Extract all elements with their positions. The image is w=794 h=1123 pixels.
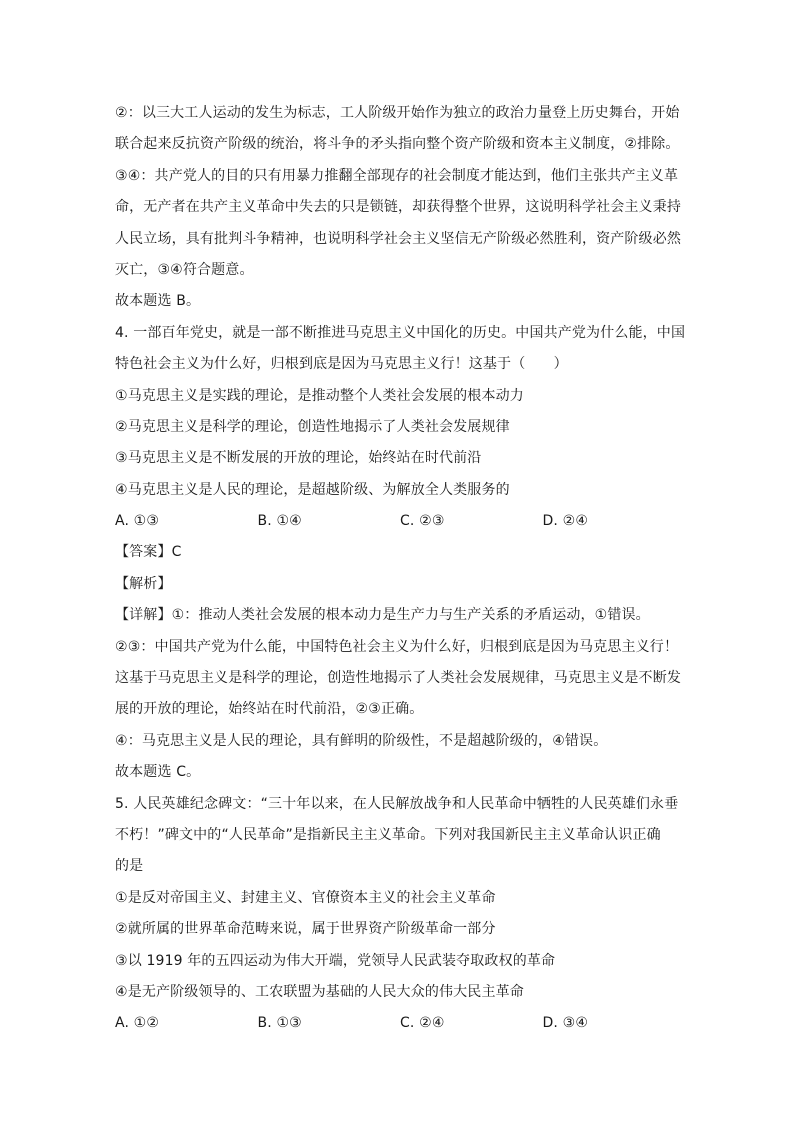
question-4-stem: 4. 一部百年党史，就是一部不断推进马克思主义中国化的历史。中国共产党为什么能，中国 [115, 324, 686, 341]
text-line: 命，无产者在共产主义革命中失去的只是锁链，却获得整个世界，这说明科学社会主义秉持 [115, 199, 681, 216]
option-b: B. ①④ [257, 513, 302, 530]
question-5-statement: ①是反对帝国主义、封建主义、官僚资本主义的社会主义革命 [115, 889, 496, 906]
question-5-stem: 的是 [115, 858, 144, 875]
question-5-stem: 不朽！”碑文中的“人民革命”是指新民主主义革命。下列对我国新民主主义革命认识正确 [115, 826, 661, 843]
text-line: 人民立场，具有批判斗争精神，也说明科学社会主义坚信无产阶级必然胜利，资产阶级必然 [115, 230, 681, 247]
option-a: A. ①③ [115, 513, 160, 530]
analysis-label: 【解析】 [115, 575, 172, 592]
question-5-options [115, 1008, 685, 1039]
question-4-statement: ④马克思主义是人民的理论，是超越阶级、为解放全人类服务的 [115, 481, 510, 498]
explanation-line: 这基于马克思主义是科学的理论，创造性地揭示了人类社会发展规律，马克思主义是不断发 [115, 670, 681, 687]
question-4-statement: ③马克思主义是不断发展的开放的理论，始终站在时代前沿 [115, 450, 482, 467]
answer-conclusion: 故本题选 B。 [115, 293, 201, 310]
text-line: ③④：共产党人的目的只有用暴力推翻全部现存的社会制度才能达到，他们主张共产主义革 [115, 167, 679, 184]
question-5-statement: ②就所属的世界革命范畴来说，属于世界资产阶级革命一部分 [115, 921, 496, 938]
question-4-stem: 特色社会主义为什么好，归根到底是因为马克思主义行！这基于（ ） [115, 356, 568, 373]
page-content [115, 98, 685, 1040]
answer-conclusion: 故本题选 C。 [115, 764, 201, 781]
question-5-statement: ③以 1919 年的五四运动为伟大开端，党领导人民武装夺取政权的革命 [115, 952, 556, 969]
explanation-line: 【详解】①：推动人类社会发展的根本动力是生产力与生产关系的矛盾运动，①错误。 [115, 607, 650, 624]
question-4-statement: ①马克思主义是实践的理论，是推动整个人类社会发展的根本动力 [115, 387, 524, 404]
question-5-statement: ④是无产阶级领导的、工农联盟为基础的人民大众的伟大民主革命 [115, 983, 524, 1000]
question-4-statement: ②马克思主义是科学的理论，创造性地揭示了人类社会发展规律 [115, 418, 510, 435]
option-d: D. ②④ [542, 513, 589, 530]
text-line: 灭亡，③④符合题意。 [115, 261, 254, 278]
answer-label: 【答案】C [115, 544, 182, 561]
option-a: A. ①② [115, 1015, 160, 1032]
text-line: 联合起来反抗资产阶级的统治，将斗争的矛头指向整个资产阶级和资本主义制度，②排除。 [115, 136, 680, 153]
question-5-stem: 5. 人民英雄纪念碑文：“三十年以来，在人民解放战争和人民革命中牺牲的人民英雄们永垂 [115, 795, 679, 812]
option-c: C. ②④ [400, 1015, 445, 1032]
option-d: D. ③④ [542, 1015, 589, 1032]
explanation-line: 展的开放的理论，始终站在时代前沿，②③正确。 [115, 701, 424, 718]
explanation-line: ②③：中国共产党为什么能，中国特色社会主义为什么好，归根到底是因为马克思主义行！ [115, 638, 679, 655]
option-b: B. ①③ [257, 1015, 302, 1032]
question-4-options [115, 506, 685, 537]
text-line: ②：以三大工人运动的发生为标志，工人阶级开始作为独立的政治力量登上历史舞台，开始 [115, 105, 680, 121]
explanation-line: ④：马克思主义是人民的理论，具有鲜明的阶级性，不是超越阶级的，④错误。 [115, 732, 608, 749]
option-c: C. ②③ [400, 513, 445, 530]
